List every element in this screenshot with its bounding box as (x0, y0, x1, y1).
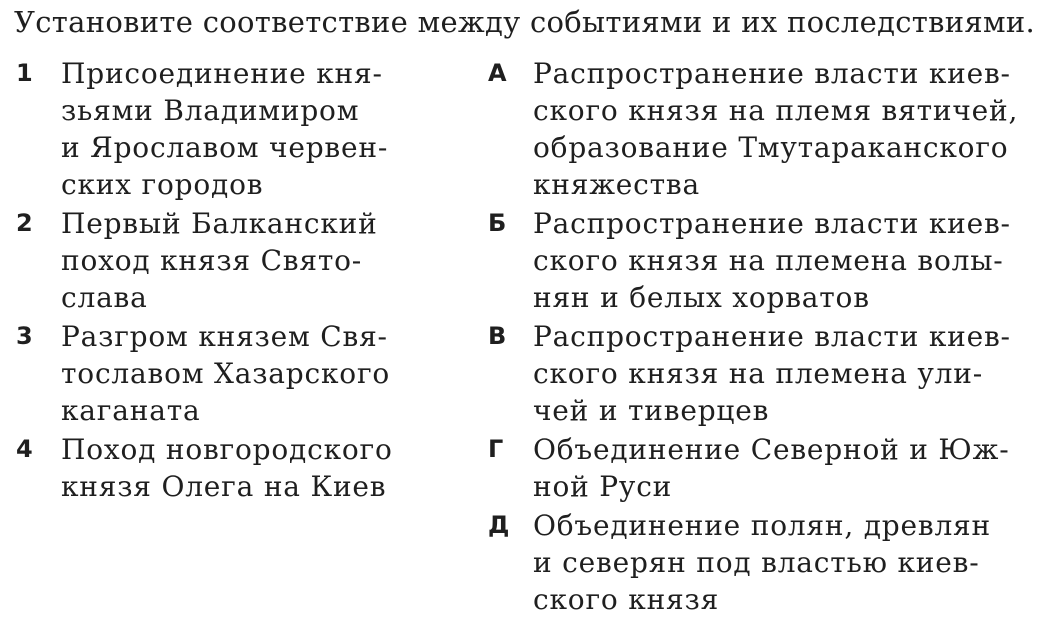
result-text-line: нян и белых хорватов (533, 281, 870, 314)
event-text-line: Поход новгородского (61, 433, 393, 466)
event-number: 3 (16, 322, 33, 350)
event-text (61, 205, 474, 316)
event-text-line: Присоединение кня- (61, 57, 383, 90)
result-text-line: Распространение власти киев- (533, 320, 1011, 353)
event-text-line: Разгром князем Свя- (61, 320, 388, 353)
event-text (61, 318, 474, 429)
event-text-line: ских городов (61, 168, 264, 201)
result-letter: В (488, 322, 507, 350)
event-text (61, 55, 474, 203)
event-text (61, 431, 474, 505)
result-text-line: Распространение власти киев- (533, 207, 1011, 240)
result-text-line: ского князя на племя вятичей, (533, 94, 1019, 127)
event-text-line: зьями Владимиром (61, 94, 360, 127)
events-column (14, 55, 474, 507)
event-item-2 (14, 205, 474, 316)
result-letter: Б (488, 209, 507, 237)
event-number: 1 (16, 59, 33, 87)
result-letter: А (488, 59, 507, 87)
result-text-line: ского князя на племена волы- (533, 244, 1004, 277)
result-text-line: Распространение власти киев- (533, 57, 1011, 90)
result-text-line: образование Тмутараканского (533, 131, 1009, 164)
result-item-b (486, 205, 1026, 316)
event-number: 4 (16, 435, 33, 463)
event-text-line: каганата (61, 394, 201, 427)
event-text-line: и Ярославом червен- (61, 131, 389, 164)
result-text-line: Объединение Северной и Юж- (533, 433, 1010, 466)
result-text (533, 55, 1026, 203)
task-title: Установите соответствие между событиями и их последствиями. (14, 5, 1035, 39)
event-text-line: поход князя Свято- (61, 244, 363, 277)
result-text-line: и северян под властью киев- (533, 546, 980, 579)
result-text (533, 318, 1026, 429)
result-text (533, 431, 1026, 505)
result-item-d (486, 507, 1026, 618)
result-item-g (486, 431, 1026, 505)
result-item-v (486, 318, 1026, 429)
result-text-line: ского князя (533, 583, 720, 616)
result-letter: Г (488, 435, 504, 463)
result-text-line: княжества (533, 168, 700, 201)
result-letter: Д (488, 511, 510, 539)
event-text-line: тославом Хазарского (61, 357, 391, 390)
event-item-4 (14, 431, 474, 505)
result-text (533, 205, 1026, 316)
event-text-line: Первый Балканский (61, 207, 378, 240)
result-text-line: ского князя на племена ули- (533, 357, 983, 390)
result-text-line: ной Руси (533, 470, 673, 503)
event-item-3 (14, 318, 474, 429)
result-text-line: чей и тиверцев (533, 394, 770, 427)
event-text-line: князя Олега на Киев (61, 470, 387, 503)
result-text-line: Объединение полян, древлян (533, 509, 991, 542)
event-number: 2 (16, 209, 33, 237)
event-item-1 (14, 55, 474, 203)
result-text (533, 507, 1026, 618)
results-column (486, 55, 1026, 620)
result-item-a (486, 55, 1026, 203)
event-text-line: слава (61, 281, 148, 314)
